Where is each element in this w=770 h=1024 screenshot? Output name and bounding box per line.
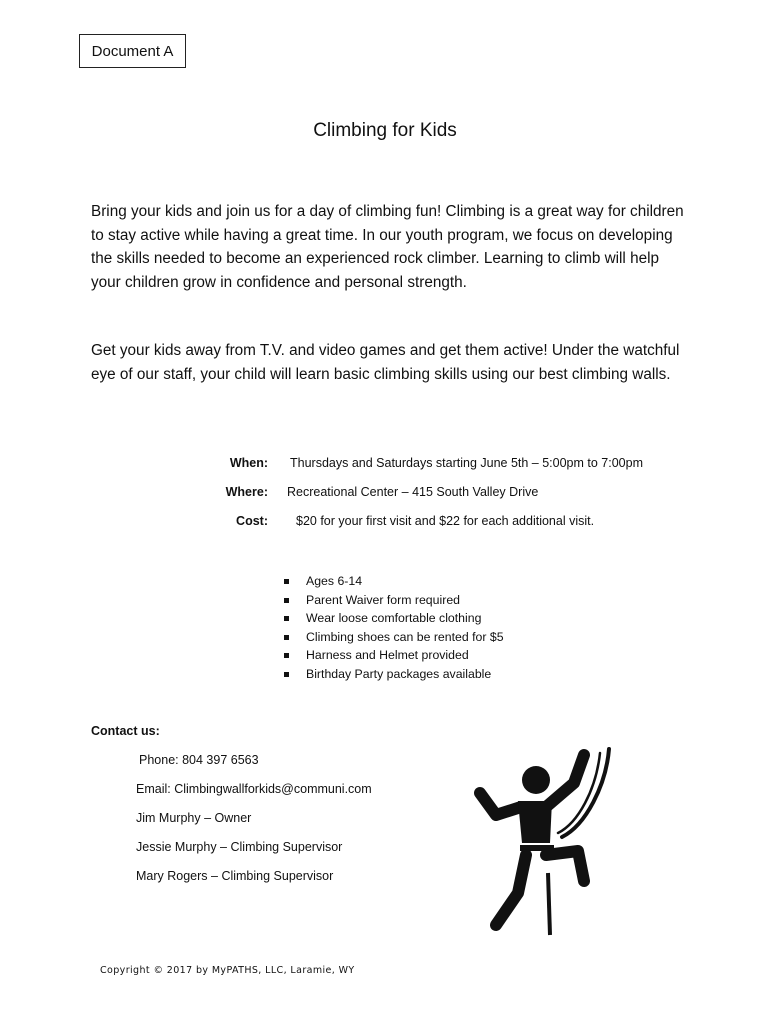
contact-person: Jessie Murphy – Climbing Supervisor <box>136 840 343 854</box>
where-value: Recreational Center – 415 South Valley Drive <box>287 485 539 499</box>
rock-climber-icon <box>466 745 616 940</box>
list-item: Harness and Helmet provided <box>282 646 504 665</box>
contact-heading: Contact us: <box>91 724 160 738</box>
contact-phone: Phone: 804 397 6563 <box>139 753 259 767</box>
contact-email: Email: Climbingwallforkids@communi.com <box>136 782 372 796</box>
when-value: Thursdays and Saturdays starting June 5th – 5:00pm to 7:00pm <box>290 456 643 470</box>
list-item: Parent Waiver form required <box>282 591 504 610</box>
copyright-footer: Copyright © 2017 by MyPATHS, LLC, Laramie, WY <box>100 965 355 976</box>
document-label: Document A <box>79 34 186 68</box>
page-title: Climbing for Kids <box>313 120 457 141</box>
contact-person: Jim Murphy – Owner <box>136 811 252 825</box>
list-item: Ages 6-14 <box>282 572 504 591</box>
list-item: Climbing shoes can be rented for $5 <box>282 628 504 647</box>
list-item: Wear loose comfortable clothing <box>282 609 504 628</box>
contact-person: Mary Rogers – Climbing Supervisor <box>136 869 334 883</box>
when-label: When: <box>229 456 268 470</box>
intro-paragraph: Bring your kids and join us for a day of climbing fun! Climbing is a great way for children to stay active while having a great time. In our youth program, we focus on developing the skills needed to become an experienced rock climber. Learning to climb will help your children grow in confidence and personal strength. <box>91 203 684 291</box>
list-item: Birthday Party packages available <box>282 665 504 684</box>
second-paragraph: Get your kids away from T.V. and video games and get them active! Under the watchful eye of our staff, your child will learn basic climbing skills using our best climbing walls. <box>91 342 680 383</box>
requirements-list <box>282 572 504 684</box>
cost-label: Cost: <box>236 514 268 528</box>
cost-value: $20 for your first visit and $22 for each additional visit. <box>296 514 595 528</box>
where-label: Where: <box>225 485 268 499</box>
